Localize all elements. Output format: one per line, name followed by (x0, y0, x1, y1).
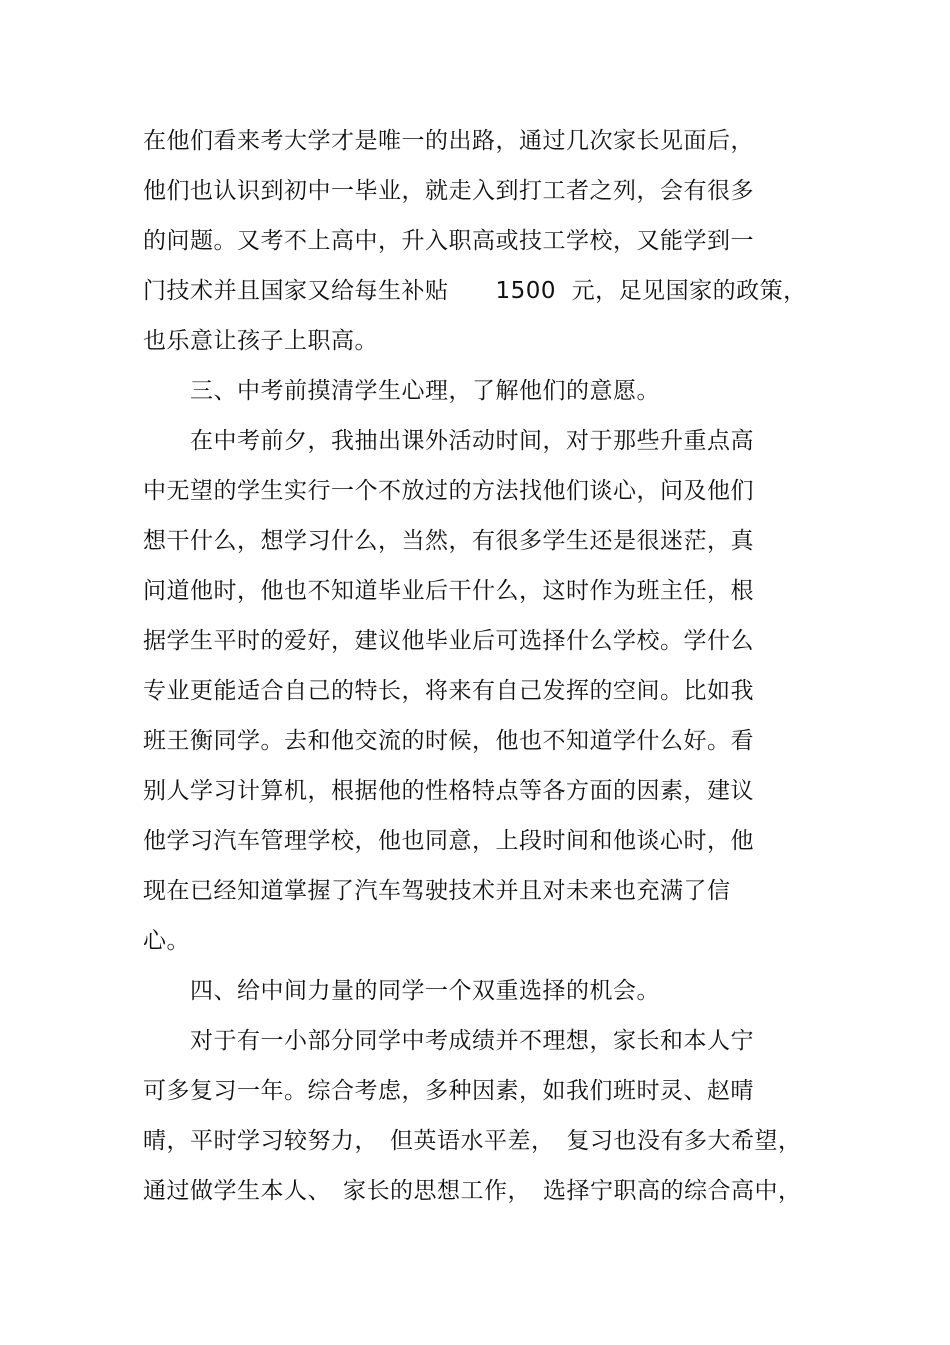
text-line: 他学习汽车管理学校，他也同意，上段时间和他谈心时，他 (143, 828, 754, 854)
text-line: 想干什么，想学习什么，当然，有很多学生还是很迷茫，真 (143, 528, 754, 554)
text-line: 晴，平时学习较努力， 但英语水平差， 复习也没有多大希望， (143, 1128, 802, 1154)
text-line: 可多复习一年。综合考虑，多种因素，如我们班时灵、赵晴 (143, 1078, 754, 1104)
text-line: 中无望的学生实行一个不放过的方法找他们谈心，问及他们 (143, 478, 754, 504)
text-line: 问道他时，他也不知道毕业后干什么，这时作为班主任，根 (143, 578, 754, 604)
text-line: 门技术并且国家又给每生补贴 1500 元，足见国家的政策， (143, 278, 807, 304)
text-line: 通过做学生本人、 家长的思想工作， 选择宁职高的综合高中， (143, 1178, 802, 1204)
text-line: 班王衡同学。去和他交流的时候，他也不知道学什么好。看 (143, 728, 754, 754)
text-line: 现在已经知道掌握了汽车驾驶技术并且对未来也充满了信 (143, 878, 731, 904)
section-heading: 四、给中间力量的同学一个双重选择的机会。 (143, 978, 660, 1004)
text-line: 他们也认识到初中一毕业，就走入到打工者之列，会有很多 (143, 178, 754, 204)
text-line: 在他们看来考大学才是唯一的出路，通过几次家长见面后， (143, 128, 754, 154)
text-line: 的问题。又考不上高中，升入职高或技工学校，又能学到一 (143, 228, 754, 254)
text-line: 对于有一小部分同学中考成绩并不理想，家长和本人宁 (143, 1028, 754, 1054)
text-line: 心。 (143, 928, 190, 954)
text-line: 也乐意让孩子上职高。 (143, 328, 378, 354)
section-heading: 三、中考前摸清学生心理，了解他们的意愿。 (143, 378, 660, 404)
text-line: 专业更能适合自己的特长，将来有自己发挥的空间。比如我 (143, 678, 754, 704)
text-line: 在中考前夕，我抽出课外活动时间，对于那些升重点高 (143, 428, 754, 454)
text-line: 据学生平时的爱好，建议他毕业后可选择什么学校。学什么 (143, 628, 754, 654)
text-line: 别人学习计算机，根据他的性格特点等各方面的因素，建议 (143, 778, 754, 804)
